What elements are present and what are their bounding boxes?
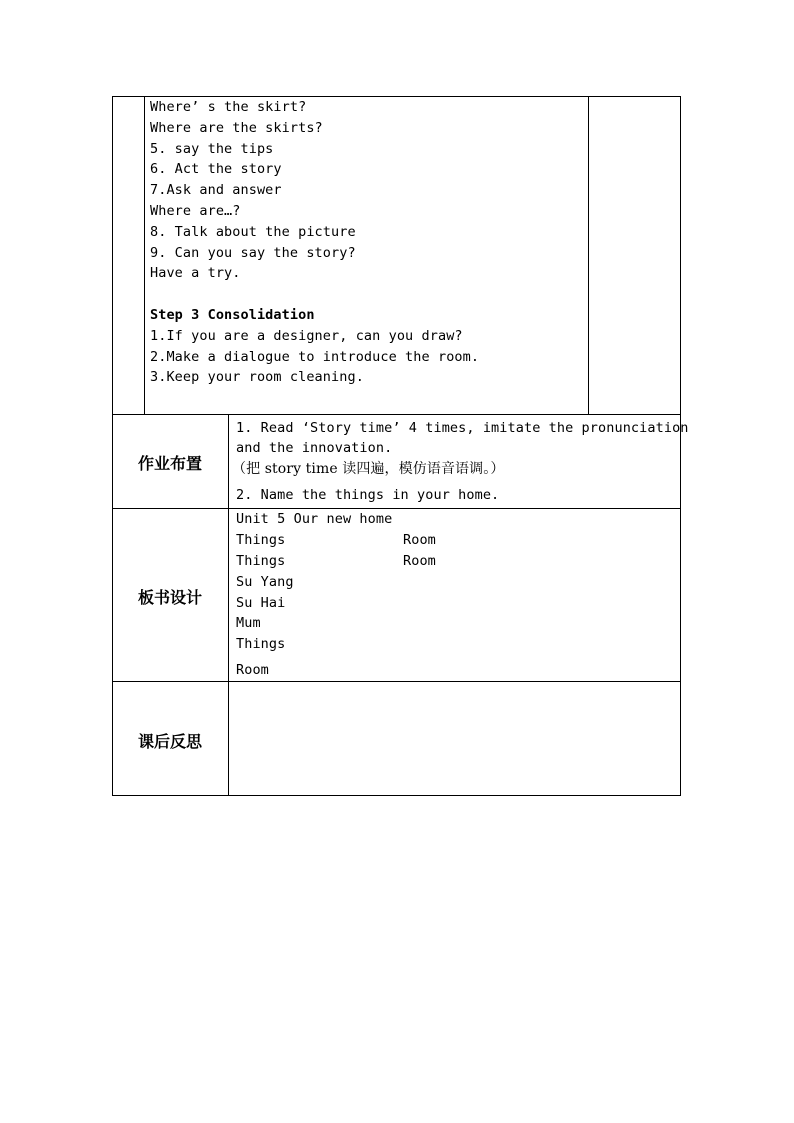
homework-line-2: and the innovation. <box>236 440 393 456</box>
procedure-line: 5. say the tips <box>150 141 274 157</box>
procedure-line: 9. Can you say the story? <box>150 245 356 261</box>
board-row-left: Things <box>236 553 286 569</box>
label-column-divider <box>228 414 229 796</box>
board-row-left: Mum <box>236 615 261 631</box>
homework-line-4: 2. Name the things in your home. <box>236 487 500 503</box>
board-row-left: Su Yang <box>236 574 294 590</box>
row-divider-3 <box>112 681 681 682</box>
top-inner-left-divider <box>144 96 145 415</box>
procedure-line: 6. Act the story <box>150 161 282 177</box>
procedure-line: 8. Talk about the picture <box>150 224 356 240</box>
board-row-right: Room <box>403 553 436 569</box>
row-divider-2 <box>112 508 681 509</box>
step3-title: Step 3 Consolidation <box>150 307 315 323</box>
step3-line: 3.Keep your room cleaning. <box>150 369 364 385</box>
procedure-line: Where are…? <box>150 203 241 219</box>
homework-line-1: 1. Read ‘Story time’ 4 times, imitate the pronunciation <box>236 420 689 436</box>
board-row-left: Things <box>236 532 286 548</box>
step3-line: 2.Make a dialogue to introduce the room. <box>150 349 480 365</box>
procedure-line: Where are the skirts? <box>150 120 323 136</box>
table-border-left <box>112 96 113 796</box>
row-divider-1 <box>112 414 681 415</box>
homework-line-3: （把 story time 读四遍，模仿语音语调。） <box>232 461 505 477</box>
board-row-left: Su Hai <box>236 595 286 611</box>
table-border-bottom <box>112 795 681 796</box>
reflection-label: 课后反思 <box>137 732 202 751</box>
board-row-left: Things <box>236 636 286 652</box>
board-last-line: Room <box>236 662 269 678</box>
procedure-line: Have a try. <box>150 265 241 281</box>
procedure-line: Where’ s the skirt? <box>150 99 307 115</box>
homework-label: 作业布置 <box>137 454 202 473</box>
procedure-line: 7.Ask and answer <box>150 182 282 198</box>
step3-line: 1.If you are a designer, can you draw? <box>150 328 463 344</box>
board-title: Unit 5 Our new home <box>236 511 393 527</box>
top-inner-right-divider <box>588 96 589 415</box>
table-border-right <box>680 96 681 796</box>
board-row-right: Room <box>403 532 436 548</box>
board-design-label: 板书设计 <box>137 588 202 607</box>
